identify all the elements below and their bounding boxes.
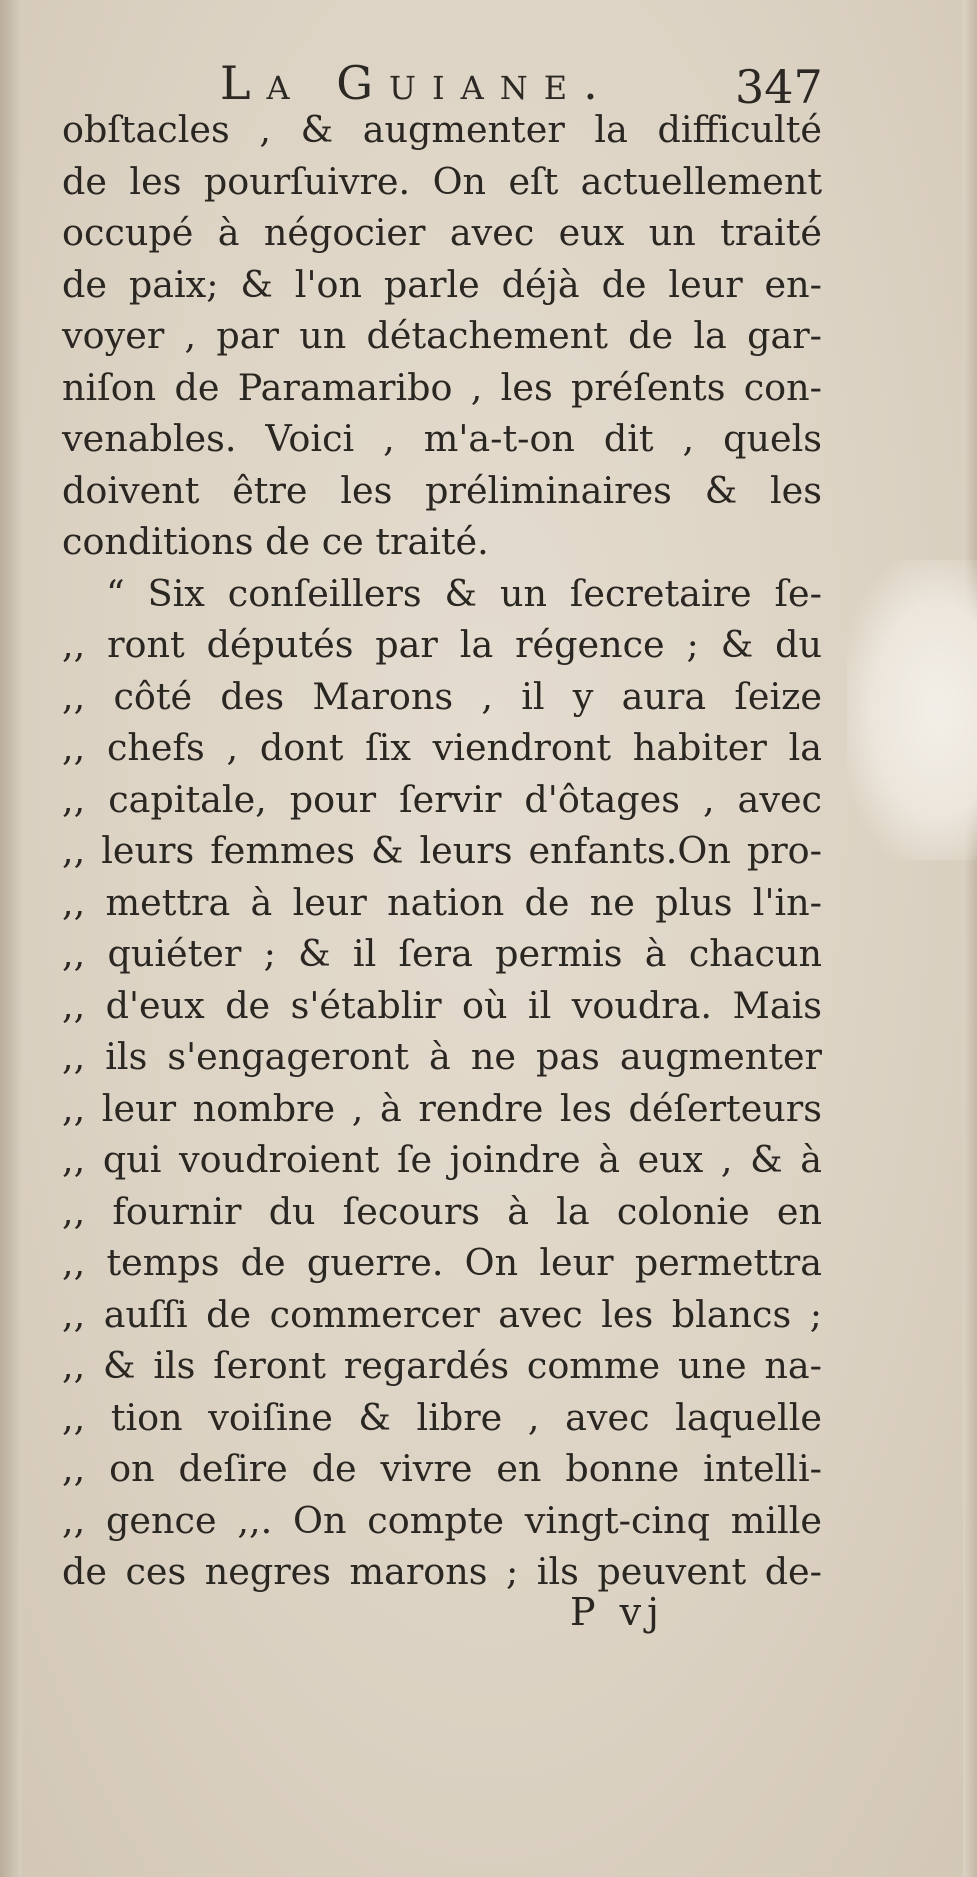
text-line: ,, temps de guerre. On leur permettra bbox=[62, 1241, 822, 1284]
text-line: venables. Voici , m'a-t-on dit , quels bbox=[62, 417, 822, 460]
text-line: ,, tion voiſine & libre , avec laquelle bbox=[62, 1395, 822, 1439]
paper-stain bbox=[847, 560, 977, 860]
page-right-edge bbox=[963, 0, 977, 1877]
text-line: ,, ils s'engageront à ne pas augmenter bbox=[62, 1035, 822, 1078]
text-line: ,, gence ,,. On compte vingt-cinq mille bbox=[62, 1498, 822, 1542]
body-text bbox=[62, 104, 822, 1598]
running-title: La Guiane. bbox=[220, 56, 614, 110]
text-line: doivent être les préliminaires & les bbox=[62, 468, 822, 512]
text-line: ,, auſſi de commercer avec les blancs ; bbox=[62, 1292, 822, 1336]
text-line: “ Six conſeillers & un ſecretaire ſe- bbox=[106, 571, 822, 615]
text-line: ,, mettra à leur nation de ne plus l'in- bbox=[62, 880, 822, 924]
text-line: niſon de Paramaribo , les préſents con- bbox=[62, 365, 822, 409]
text-line: occupé à négocier avec eux un traité bbox=[62, 211, 822, 254]
text-line: ,, côté des Marons , il y aura ſeize bbox=[62, 674, 822, 718]
text-line: de paix; & l'on parle déjà de leur en- bbox=[62, 262, 822, 306]
text-line: ,, leurs femmes & leurs enfants.On pro- bbox=[62, 829, 822, 872]
text-line: ,, on deſire de vivre en bonne intelli- bbox=[62, 1447, 822, 1490]
text-line: conditions de ce traité. bbox=[62, 520, 489, 563]
text-line: de les pourſuivre. On eſt actuellement bbox=[62, 159, 822, 203]
text-line: ,, qui voudroient ſe joindre à eux , & à bbox=[62, 1138, 822, 1181]
text-line: ,, d'eux de s'établir où il voudra. Mais bbox=[62, 983, 822, 1027]
text-line: obſtacles , & augmenter la difficulté bbox=[62, 108, 822, 151]
text-line: ,, capitale, pour ſervir d'ôtages , avec bbox=[62, 777, 822, 821]
text-line: ,, fournir du ſecours à la colonie en bbox=[62, 1189, 822, 1233]
text-line: voyer , par un détachement de la gar- bbox=[62, 314, 822, 357]
page-number: 347 bbox=[735, 60, 823, 114]
running-head bbox=[0, 52, 977, 112]
text-line: ,, leur nombre , à rendre les déſerteurs bbox=[62, 1086, 822, 1130]
text-line: ,, & ils ſeront regardés comme une na- bbox=[62, 1344, 822, 1387]
text-line: de ces negres marons ; ils peuvent de- bbox=[62, 1550, 822, 1593]
signature-mark: P vj bbox=[570, 1590, 665, 1634]
text-line: ,, chefs , dont ſix viendront habiter la bbox=[62, 726, 822, 769]
text-line: ,, quiéter ; & il ſera permis à chacun bbox=[62, 932, 822, 975]
text-line: ,, ront députés par la régence ; & du bbox=[62, 623, 822, 666]
page-gutter-shadow bbox=[0, 0, 22, 1877]
